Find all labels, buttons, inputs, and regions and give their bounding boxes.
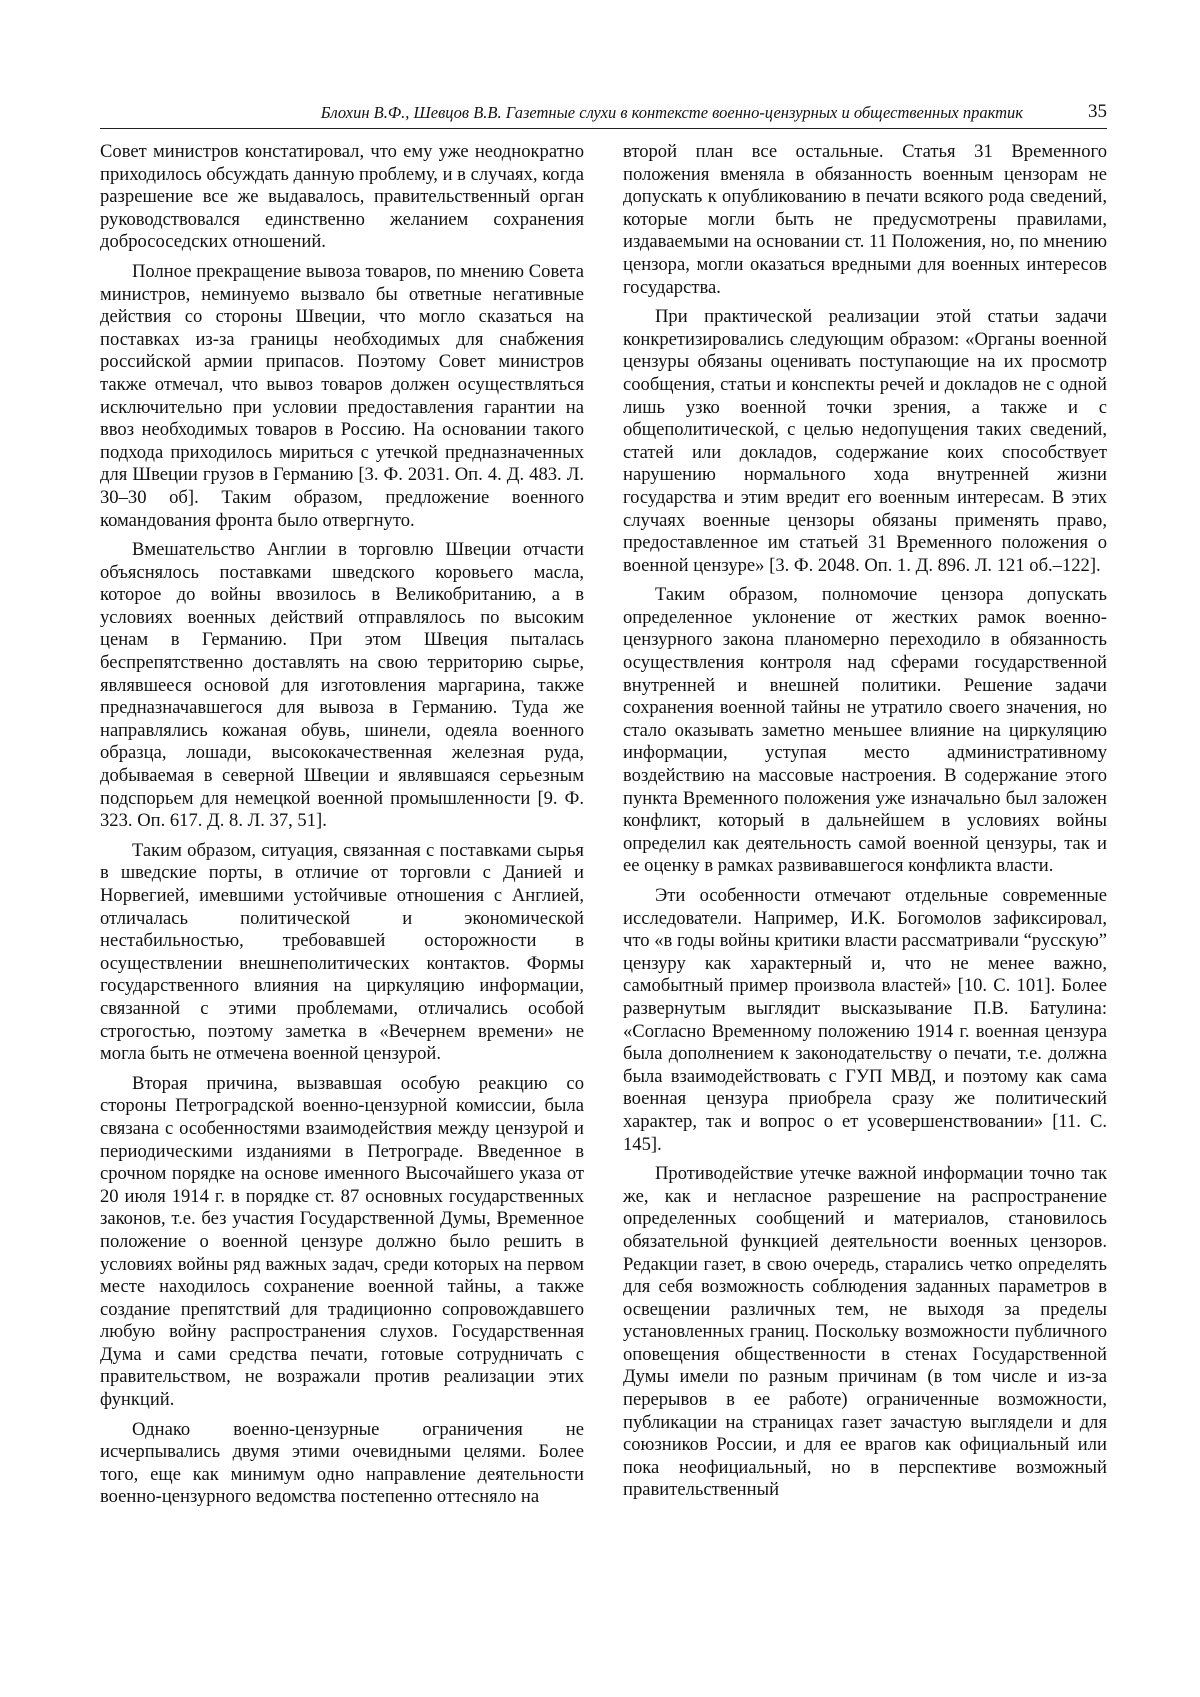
paragraph: Таким образом, ситуация, связанная с поставками сырья в шведские порты, в отличие от торговли с Данией и Норвегией, имевшими устойчивые отношения с Англией, отличалась политической и экономической нестабильностью, требовавшей осторожности в осуществлении внешнеполитических контактов. Формы государственного влияния на циркуляцию информации, связанной с этими проблемами, отличались особой строгостью, поэтому заметка в «Вечернем времени» не могла быть не отмечена военной цензурой. [100,839,584,1065]
paragraph: При практической реализации этой статьи задачи конкретизировались следующим образом: «Органы военной цензуры обязаны оценивать поступающие на их просмотр сообщения, статьи и конспекты речей и докладов не с одной лишь узко военной точки зрения, а также и с общеполитической, с целью недопущения таких сведений, статей или докладов, содержание коих способствует нарушению нормального хода внутренней жизни государства и этим вредит его военным интересам. В этих случаях военные цензоры обязаны применять право, предоставленное им статьей 31 Временного положения о военной цензуре» [3. Ф. 2048. Оп. 1. Д. 896. Л. 121 об.–122]. [623,306,1107,576]
paragraph: Таким образом, полномочие цензора допускать определенное уклонение от жестких рамок военно-цензурного закона планомерно переходило в обязанность осуществления контроля над сферами государственной внутренней и внешней политики. Решение задачи сохранения военной тайны не утратило своего значения, но стало оказывать заметно меньшее влияние на циркуляцию информации, уступая место административному воздействию на массовые настроения. В содержание этого пункта Временного положения уже изначально был заложен конфликт, который в дальнейшем в условиях войны определил как деятельность самой военной цензуры, так и ее оценку в рамках развивавшегося конфликта власти. [623,584,1107,877]
paragraph: Эти особенности отмечают отдельные современные исследователи. Например, И.К. Богомолов зафиксировал, что «в годы войны критики власти рассматривали “русскую” цензуру как характерный и, что не менее важно, самобытный пример произвола властей» [10. С. 101]. Более развернутым выглядит высказывание П.В. Батулина: «Согласно Временному положению 1914 г. военная цензура была дополнением к законодательству о печати, т.е. должна была взаимодействовать с ГУП МВД, и поэтому как сама военная цензура приобрела сразу же политический характер, так и вопрос о ет усовершенствовании» [11. С. 145]. [623,885,1107,1155]
paragraph: Вмешательство Англии в торговлю Швеции отчасти объяснялось поставками шведского коровьего масла, которое до войны ввозилось в Великобританию, а в условиях военных действий отправлялось по высоким ценам в Германию. При этом Швеция пыталась беспрепятственно доставлять на свою территорию сырье, являвшееся основой для изготовления маргарина, также предназначавшегося для вывоза в Германию. Туда же направлялись кожаная обувь, шинели, одеяла военного образца, лошади, высококачественная железная руда, добываемая в северной Швеции и являвшаяся серьезным подспорьем для немецкой военной промышленности [9. Ф. 323. Оп. 617. Д. 8. Л. 37, 51]. [100,539,584,832]
page-number: 35 [1088,101,1107,122]
paragraph: Полное прекращение вывоза товаров, по мнению Совета министров, неминуемо вызвало бы ответные негативные действия со стороны Швеции, что могло сказаться на поставках из-за границы необходимых для снабжения российской армии припасов. Поэтому Совет министров также отмечал, что вывоз товаров должен осуществляться исключительно при условии предоставления гарантии на ввоз необходимых товаров в Россию. На основании такого подхода приходилось мириться с утечкой предназначенных для Швеции грузов в Германию [3. Ф. 2031. Оп. 4. Д. 483. Л. 30–30 об]. Таким образом, предложение военного командования фронта было отвергнуто. [100,260,584,531]
left-column [100,141,584,1516]
paragraph: Совет министров констатировал, что ему уже неоднократно приходилось обсуждать данную проблему, и в случаях, когда разрешение все же выдавалось, правительственный орган руководствовался единственно желанием сохранения добрососедских отношений. [100,141,584,253]
running-title: Блохин В.Ф., Шевцов В.В. Газетные слухи в контексте военно-цензурных и общественных практик [320,103,1023,122]
paragraph: второй план все остальные. Статья 31 Временного положения вменяла в обязанность военным цензорам не допускать к опубликованию в печати всякого рода сведений, которые могли быть не предусмотрены правилами, издаваемыми на основании ст. 11 Положения, но, по мнению цензора, могли оказаться вредными для военных интересов государства. [623,141,1107,298]
paragraph: Противодействие утечке важной информации точно так же, как и негласное разрешение на распространение определенных сообщений и материалов, становилось обязательной функцией деятельности военных цензоров. Редакции газет, в свою очередь, старались четко определять для себя возможность соблюдения заданных параметров в освещении различных тем, не выходя за пределы установленных границ. Поскольку возможности публичного оповещения общественности в стенах Государственной Думы имели по разным причинам (в том числе и из-за перерывов в ее работе) ограниченные возможности, публикации на страницах газет зачастую выглядели и для союзников России, и для ее врагов как официальный или пока неофициальный, но в перспективе возможный правительственный [623,1163,1107,1501]
right-column [623,141,1107,1509]
paragraph: Вторая причина, вызвавшая особую реакцию со стороны Петроградской военно-цензурной комиссии, была связана с особенностями взаимодействия между цензурой и периодическими изданиями в Петрограде. Введенное в срочном порядке на основе именного Высочайшего указа от 20 июля 1914 г. в порядке ст. 87 основных государственных законов, т.е. без участия Государственной Думы, Временное положение о военной цензуре должно было решить в условиях войны ряд важных задач, среди которых на первом месте находилось сохранение военной тайны, а также создание препятствий для традиционно сопровождавшего любую войну распространения слухов. Государственная Дума и сами средства печати, готовые сотрудничать с правительством, не возражали против реализации этих функций. [100,1072,584,1411]
paragraph: Однако военно-цензурные ограничения не исчерпывались двумя этими очевидными целями. Более того, еще как минимум одно направление деятельности военно-цензурного ведомства постепенно оттесняло на [100,1418,584,1508]
running-header [100,100,1107,129]
